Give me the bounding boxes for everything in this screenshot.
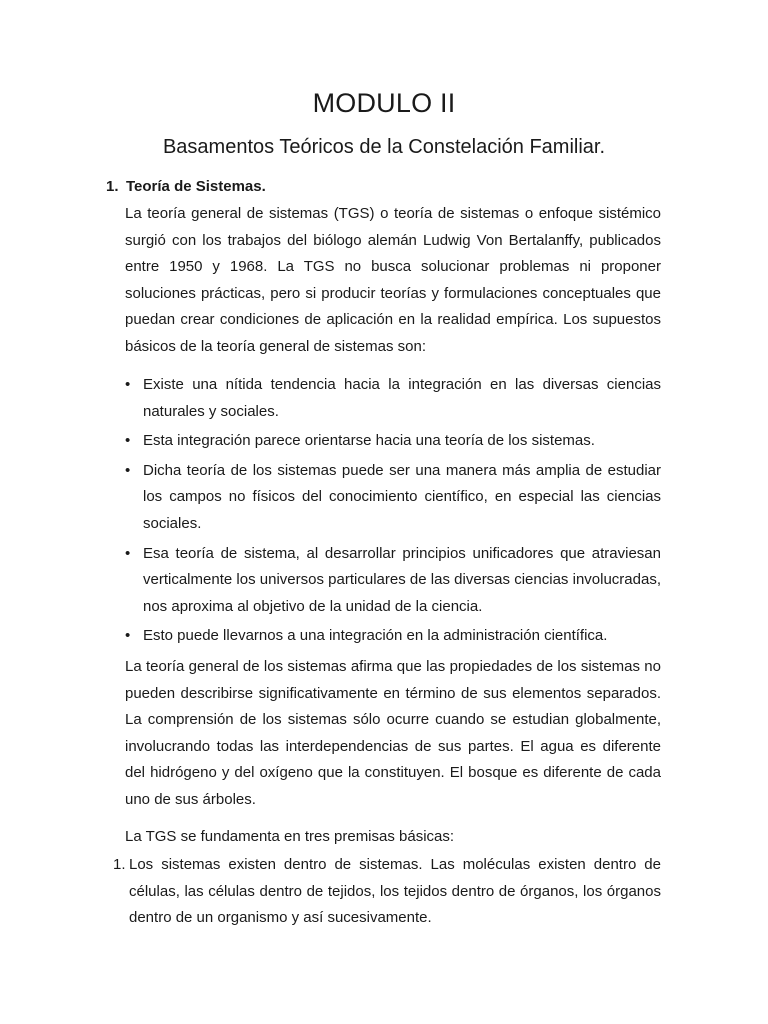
bullet-icon: • (125, 461, 131, 479)
document-title: MODULO II (312, 88, 456, 118)
list-item-text: Esa teoría de sistema, al desarrollar principios unificadores que atraviesan verticalmente los universos particulares de las diversas ciencias involucradas, nos aproxima al objetivo de la unidad de la ciencia. (143, 544, 661, 615)
list-item-text: Dicha teoría de los sistemas puede ser una manera más amplia de estudiar los campos no físicos del conocimiento científico, en especial las ciencias sociales. (143, 461, 661, 532)
premises-list (113, 852, 661, 932)
bullet-icon: • (125, 544, 131, 562)
premise-text: Los sistemas existen dentro de sistemas. Las moléculas existen dentro de células, las células dentro de tejidos, los tejidos dentro de órganos, los órganos dentro de un organismo y así sucesivamente. (129, 856, 661, 927)
list-item (125, 458, 661, 538)
bullet-icon: • (125, 376, 131, 393)
list-item (125, 372, 661, 425)
bullet-icon: • (125, 627, 131, 645)
premise-number: 1. (113, 856, 126, 873)
premises-intro: La TGS se fundamenta en tres premisas básicas: (125, 828, 455, 845)
list-item-text: Esta integración parece orientarse hacia una teoría de los sistemas. (143, 432, 595, 450)
list-item-text: Esto puede llevarnos a una integración en la administración científica. (143, 627, 608, 645)
premise-item (113, 852, 661, 932)
bullet-icon: • (125, 432, 131, 450)
systems-paragraph: La teoría general de los sistemas afirma que las propiedades de los sistemas no pueden describirse significativamente en término de sus elementos separados. La comprensión de los sistemas sólo ocurre cuando se estudian globalmente, involucrando todas las interdependencias de sus partes. El agua es diferente del hidrógeno y del oxígeno que la constituyen. El bosque es diferente de cada uno de sus árboles. (125, 658, 661, 808)
list-item (125, 428, 661, 455)
list-item (125, 623, 661, 650)
list-item-text: Existe una nítida tendencia hacia la integración en las diversas ciencias naturales y sociales. (143, 376, 661, 420)
section-number: 1. (106, 178, 119, 195)
document-subtitle: Basamentos Teóricos de la Constelación Familiar. (162, 136, 606, 158)
section-heading (106, 178, 266, 195)
section-heading-text: Teoría de Sistemas. (126, 178, 266, 195)
intro-paragraph: La teoría general de sistemas (TGS) o teoría de sistemas o enfoque sistémico surgió con los trabajos del biólogo alemán Ludwig Von Bertalanffy, publicados entre 1950 y 1968. La TGS no busca solucionar problemas ni proponer soluciones prácticas, pero si producir teorías y formulaciones conceptuales que puedan crear condiciones de aplicación en la realidad empírica. Los supuestos básicos de la teoría general de sistemas son: (125, 205, 661, 355)
list-item (125, 541, 661, 621)
assumptions-list (125, 372, 661, 653)
